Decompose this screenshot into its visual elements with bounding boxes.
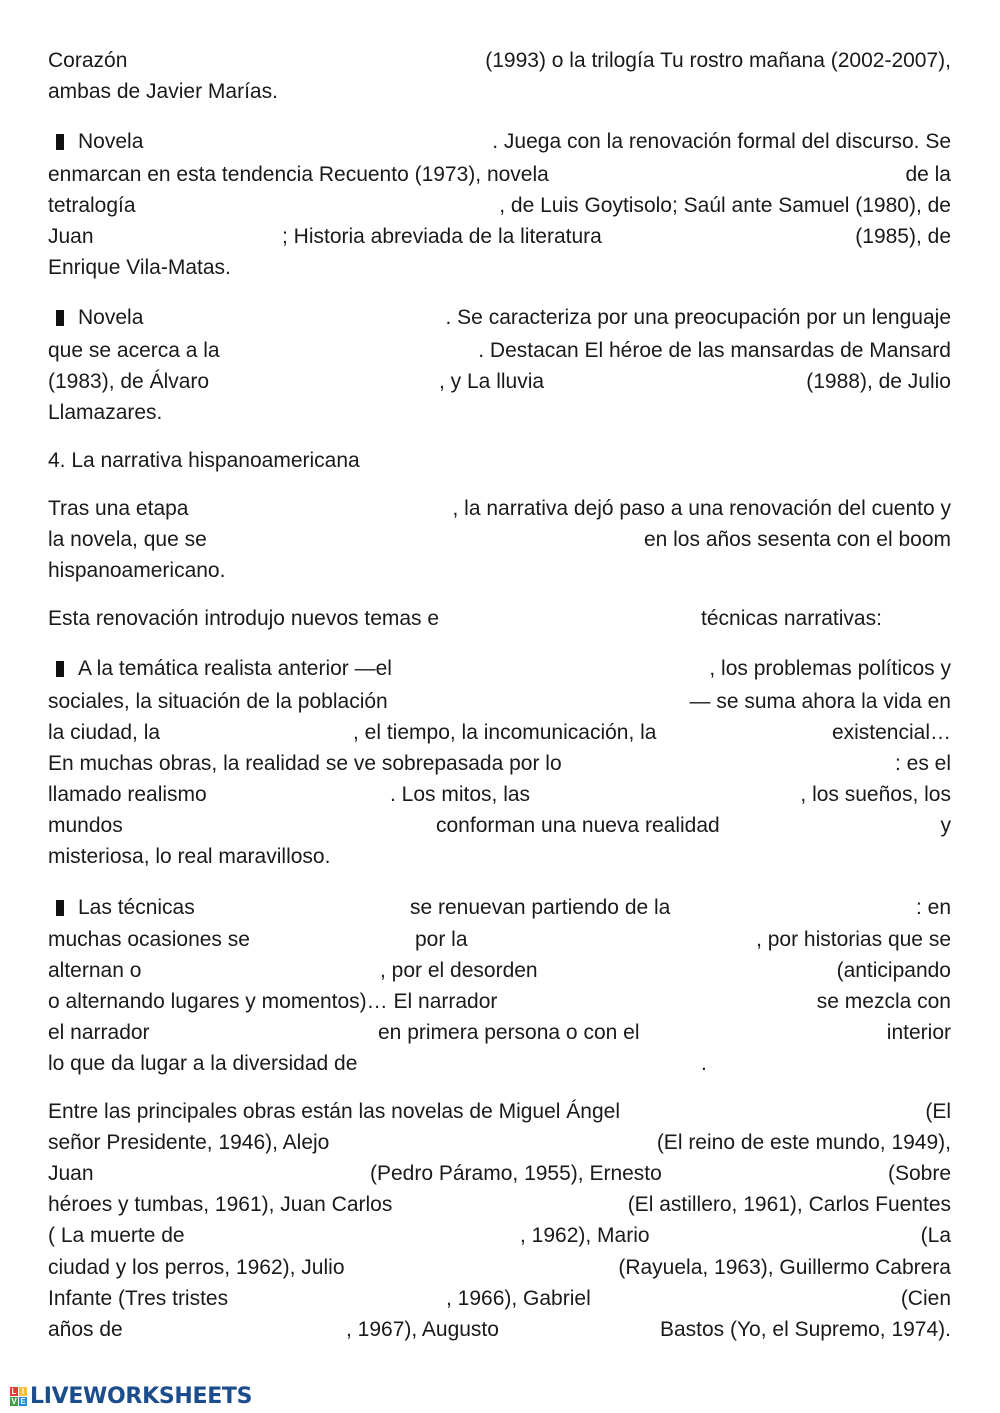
text-segment: en primera persona o con el: [378, 1021, 640, 1044]
text-segment: (1985), de: [855, 225, 951, 248]
text-segment: Entre las principales obras están las novelas de Miguel Ángel: [48, 1100, 620, 1123]
text-line: [48, 366, 951, 398]
text-segment: , la narrativa dejó paso a una renovación del cuento y: [452, 497, 951, 520]
text-line: [48, 1314, 951, 1346]
text-line: [48, 1220, 951, 1252]
brand-text: LIVEWORKSHEETS: [30, 1383, 253, 1409]
text-segment: y: [940, 814, 951, 837]
text-segment: mundos: [48, 814, 123, 837]
text-line: [48, 686, 951, 718]
text-segment: tetralogía: [48, 194, 136, 217]
text-segment: Bastos (Yo, el Supremo, 1974).: [659, 1318, 951, 1341]
text-segment: Esta renovación introdujo nuevos temas e: [48, 607, 440, 630]
text-line: [48, 45, 951, 77]
text-segment: En muchas obras, la realidad se ve sobrepasada por lo: [48, 752, 562, 775]
text-line: [48, 1252, 951, 1284]
text-line: [48, 1017, 951, 1049]
text-line: [48, 779, 951, 811]
text-segment: (1983), de Álvaro: [48, 370, 210, 393]
bullet-icon: [56, 310, 64, 326]
bullet-line: [48, 302, 951, 334]
text-segment: ( La muerte de: [48, 1224, 185, 1247]
text-segment: años de: [48, 1318, 123, 1341]
text-segment: A la temática realista anterior —el: [78, 657, 392, 680]
text-segment: hispanoamericano.: [48, 559, 226, 582]
text-segment: Novela: [78, 130, 144, 153]
text-segment: , por el desorden: [380, 959, 538, 982]
text-segment: lo que da lugar a la diversidad de: [48, 1052, 358, 1075]
text-segment: (Rayuela, 1963), Guillermo Cabrera: [618, 1256, 951, 1279]
text-segment: (1993) o la trilogía Tu rostro mañana (2002-2007),: [485, 49, 951, 72]
text-segment: , de Luis Goytisolo; Saúl ante Samuel (1980), de: [499, 194, 951, 217]
text-segment: : en: [915, 896, 951, 919]
text-line: [48, 924, 951, 956]
text-segment: ; Historia abreviada de la literatura: [282, 225, 602, 248]
text-segment: , 1962), Mario: [520, 1224, 650, 1247]
text-segment: técnicas narrativas:: [701, 607, 882, 630]
text-segment: el narrador: [48, 1021, 150, 1044]
bullet-icon: [56, 661, 64, 677]
icon-letter: V: [11, 1396, 17, 1406]
text-line: [48, 986, 951, 1018]
text-segment: enmarcan en esta tendencia Recuento (1973), novela: [48, 163, 549, 186]
text-segment: (Pedro Páramo, 1955), Ernesto: [370, 1162, 662, 1185]
bullet-icon: [56, 134, 64, 150]
text-segment: misteriosa, lo real maravilloso.: [48, 845, 331, 868]
text-segment: , y La lluvia: [439, 370, 545, 393]
text-segment: muchas ocasiones se: [48, 928, 250, 951]
text-segment: llamado realismo: [48, 783, 207, 806]
text-segment: Juan: [48, 1162, 94, 1185]
text-segment: la ciudad, la: [48, 721, 161, 744]
text-segment: .: [701, 1052, 707, 1075]
text-line: [48, 159, 951, 191]
text-line: [48, 1283, 951, 1315]
text-segment: ciudad y los perros, 1962), Julio: [48, 1256, 345, 1279]
text-segment: Juan: [48, 225, 94, 248]
text-segment: sociales, la situación de la población: [48, 690, 388, 713]
text-segment: , los sueños, los: [800, 783, 951, 806]
icon-letter: E: [20, 1396, 26, 1406]
text-line: [48, 76, 951, 108]
text-segment: que se acerca a la: [48, 339, 220, 362]
text-segment: alternan o: [48, 959, 142, 982]
text-segment: , el tiempo, la incomunicación, la: [353, 721, 657, 744]
text-line: [48, 1158, 951, 1190]
bullet-line: [48, 126, 951, 158]
text-line: [48, 493, 951, 525]
text-segment: . Juega con la renovación formal del discurso. Se: [492, 130, 951, 153]
text-segment: señor Presidente, 1946), Alejo: [48, 1131, 330, 1154]
text-segment: ambas de Javier Marías.: [48, 80, 278, 103]
icon-letter: L: [11, 1386, 17, 1396]
bullet-line: [48, 892, 951, 924]
text-segment: Corazón: [48, 49, 128, 72]
text-segment: 4. La narrativa hispanoamericana: [48, 449, 360, 472]
text-line: [48, 841, 951, 873]
text-line: [48, 603, 951, 635]
icon-letter: I: [19, 1387, 27, 1396]
text-segment: (El astillero, 1961), Carlos Fuentes: [627, 1193, 951, 1216]
text-line: [48, 955, 951, 987]
text-line: [48, 1048, 951, 1080]
liveworksheets-logo[interactable]: [10, 1383, 252, 1409]
text-line: [48, 190, 951, 222]
bullet-icon: [56, 900, 64, 916]
text-line: [48, 221, 951, 253]
text-segment: : es el: [894, 752, 951, 775]
section-heading: [48, 445, 951, 477]
text-segment: la novela, que se: [48, 528, 207, 551]
text-line: [48, 397, 951, 429]
text-segment: Llamazares.: [48, 401, 163, 424]
text-line: [48, 335, 951, 367]
liveworksheets-icon: [10, 1387, 27, 1406]
text-segment: (Sobre: [887, 1162, 951, 1185]
text-segment: , por historias que se: [756, 928, 951, 951]
text-segment: . Destacan El héroe de las mansardas de Mansard: [478, 339, 951, 362]
text-segment: Las técnicas: [78, 896, 195, 919]
text-segment: , 1967), Augusto: [346, 1318, 499, 1341]
text-line: [48, 1096, 951, 1128]
text-line: [48, 1189, 951, 1221]
text-segment: (anticipando: [836, 959, 951, 982]
text-line: [48, 1127, 951, 1159]
text-segment: . Se caracteriza por una preocupación por un lenguaje: [445, 306, 951, 329]
text-segment: (Cien: [900, 1287, 951, 1310]
text-segment: por la: [415, 928, 468, 951]
text-segment: , 1966), Gabriel: [446, 1287, 591, 1310]
text-segment: en los años sesenta con el boom: [643, 528, 951, 551]
text-line: [48, 717, 951, 749]
text-segment: — se suma ahora la vida en: [689, 690, 951, 713]
text-segment: (La: [920, 1224, 951, 1247]
text-line: [48, 810, 951, 842]
text-segment: (El reino de este mundo, 1949),: [656, 1131, 951, 1154]
text-segment: se renuevan partiendo de la: [410, 896, 671, 919]
text-segment: . Los mitos, las: [390, 783, 531, 806]
text-segment: (1988), de Julio: [806, 370, 951, 393]
text-line: [48, 748, 951, 780]
text-line: [48, 524, 951, 556]
text-segment: interior: [886, 1021, 951, 1044]
text-segment: héroes y tumbas, 1961), Juan Carlos: [48, 1193, 393, 1216]
text-segment: Infante (Tres tristes: [48, 1287, 229, 1310]
text-segment: conforman una nueva realidad: [436, 814, 720, 837]
text-segment: de la: [905, 163, 951, 186]
text-segment: , los problemas políticos y: [709, 657, 951, 680]
text-line: [48, 555, 951, 587]
bullet-line: [48, 653, 951, 685]
text-segment: Enrique Vila-Matas.: [48, 256, 231, 279]
text-segment: Novela: [78, 306, 144, 329]
text-line: [48, 252, 951, 284]
text-segment: (El: [925, 1100, 951, 1123]
text-segment: o alternando lugares y momentos)… El narrador: [48, 990, 498, 1013]
text-segment: existencial…: [831, 721, 951, 744]
text-segment: se mezcla con: [816, 990, 951, 1013]
text-segment: Tras una etapa: [48, 497, 189, 520]
